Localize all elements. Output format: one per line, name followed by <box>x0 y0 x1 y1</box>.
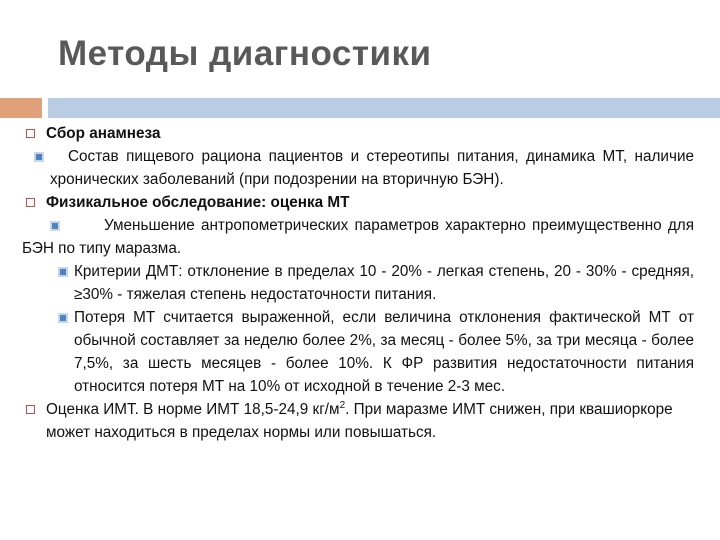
bullet-item-physical-exam <box>22 191 694 214</box>
sub-sub-bullet-criteria <box>22 260 694 306</box>
item-text: Потеря МТ считается выраженной, если величина отклонения фактической МТ от обычной составляет за неделю более 2%, за месяц - более 5%, за три месяца - более 7,5%, за шесть месяцев - более 10%. К ФР развития недостаточности питания относится потеря МТ на 10% от исходной в течение 2-3 мес. <box>74 309 694 395</box>
filled-square-bullet-icon <box>50 221 60 231</box>
bullet-item-anamnesis <box>22 122 694 145</box>
slide-content <box>22 122 694 444</box>
filled-square-bullet-icon <box>58 267 68 277</box>
item-text: Сбор анамнеза <box>46 125 161 142</box>
item-text: Физикальное обследование: оценка МТ <box>46 194 350 211</box>
sub-bullet-diet <box>22 145 694 191</box>
sub-bullet-anthropometry <box>22 214 694 260</box>
item-text-bmi: Оценка ИМТ. В норме ИМТ 18,5-24,9 $кг/м^2$. При маразме ИМТ снижен, при квашиоркоре может находиться в пределах нормы или повышаться. <box>46 399 673 441</box>
sub-sub-bullet-weight-loss <box>22 306 694 398</box>
item-text: Уменьшение антропометрических параметров характерно преимущественно для БЭН по типу маразма. <box>22 217 694 257</box>
filled-square-bullet-icon <box>58 313 68 323</box>
item-text: Состав пищевого рациона пациентов и стереотипы питания, динамика МТ, наличие хронических заболеваний (при подозрении на вторичную БЭН). <box>50 148 694 188</box>
bullet-item-bmi <box>22 398 694 444</box>
slide-title: Методы диагностики <box>58 34 432 73</box>
filled-square-bullet-icon <box>34 152 44 162</box>
accent-bar-blue <box>48 98 720 118</box>
accent-bar-orange <box>0 98 42 118</box>
square-bullet-icon <box>26 405 35 414</box>
square-bullet-icon <box>26 198 35 207</box>
item-text: Критерии ДМТ: отклонение в пределах 10 - 20% - легкая степень, 20 - 30% - средняя, ≥30% - тяжелая степень недостаточности питания. <box>74 263 694 303</box>
square-bullet-icon <box>26 129 35 138</box>
